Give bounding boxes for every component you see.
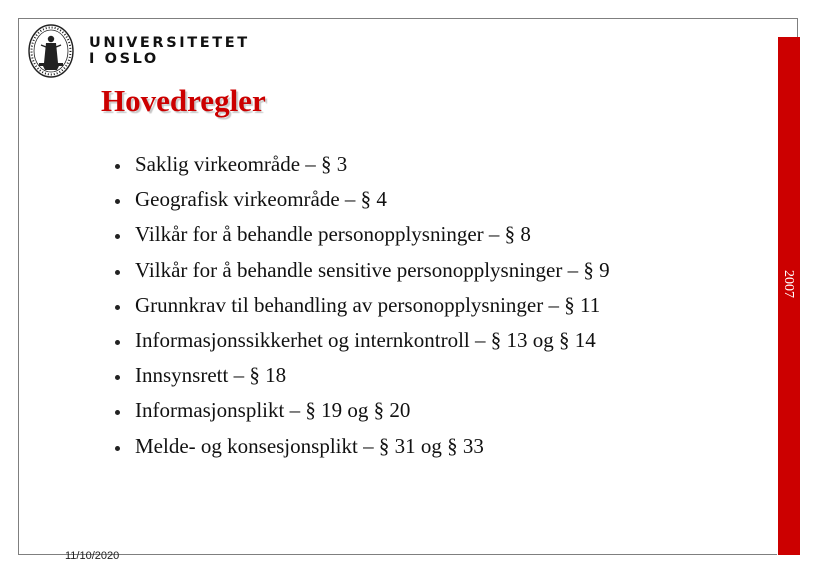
university-name-line2: I OSLO <box>89 51 159 67</box>
list-item <box>115 182 610 217</box>
year-label <box>777 259 799 309</box>
slide-date: 11/10/2020 <box>65 550 120 562</box>
list-item-text: Informasjonssikkerhet og internkontroll – § 13 og § 14 <box>135 328 596 353</box>
slide-title: Hovedregler <box>101 83 266 118</box>
list-item <box>115 393 610 428</box>
list-item <box>115 323 610 358</box>
bullet-icon <box>115 234 120 239</box>
list-item <box>115 429 610 464</box>
year-text: 2007 <box>781 270 796 298</box>
list-item <box>115 253 610 288</box>
bullet-icon <box>115 164 120 169</box>
list-item-text: Vilkår for å behandle personopplysninger – § 8 <box>135 222 531 247</box>
bullet-icon <box>115 340 120 345</box>
list-item-text: Geografisk virkeområde – § 4 <box>135 187 387 212</box>
bullet-list <box>115 147 610 464</box>
list-item <box>115 358 610 393</box>
university-name-line1: UNIVERSITETET <box>89 35 250 51</box>
university-seal-icon <box>27 23 75 79</box>
list-item-text: Vilkår for å behandle sensitive personopplysninger – § 9 <box>135 257 610 282</box>
university-logo <box>27 23 250 79</box>
list-item <box>115 288 610 323</box>
list-item-text: Innsynsrett – § 18 <box>135 363 287 388</box>
list-item-text: Melde- og konsesjonsplikt – § 31 og § 33 <box>135 433 484 458</box>
list-item <box>115 217 610 252</box>
slide <box>18 18 798 562</box>
bullet-icon <box>115 270 120 275</box>
bullet-icon <box>115 375 120 380</box>
list-item <box>115 147 610 182</box>
bullet-icon <box>115 410 120 415</box>
list-item-text: Informasjonsplikt – § 19 og § 20 <box>135 398 411 423</box>
bullet-icon <box>115 199 120 204</box>
university-name <box>89 35 250 67</box>
list-item-text: Saklig virkeområde – § 3 <box>135 152 348 176</box>
list-item-text: Grunnkrav til behandling av personopplysninger – § 11 <box>135 292 601 317</box>
bullet-icon <box>115 446 120 451</box>
bullet-icon <box>115 305 120 310</box>
